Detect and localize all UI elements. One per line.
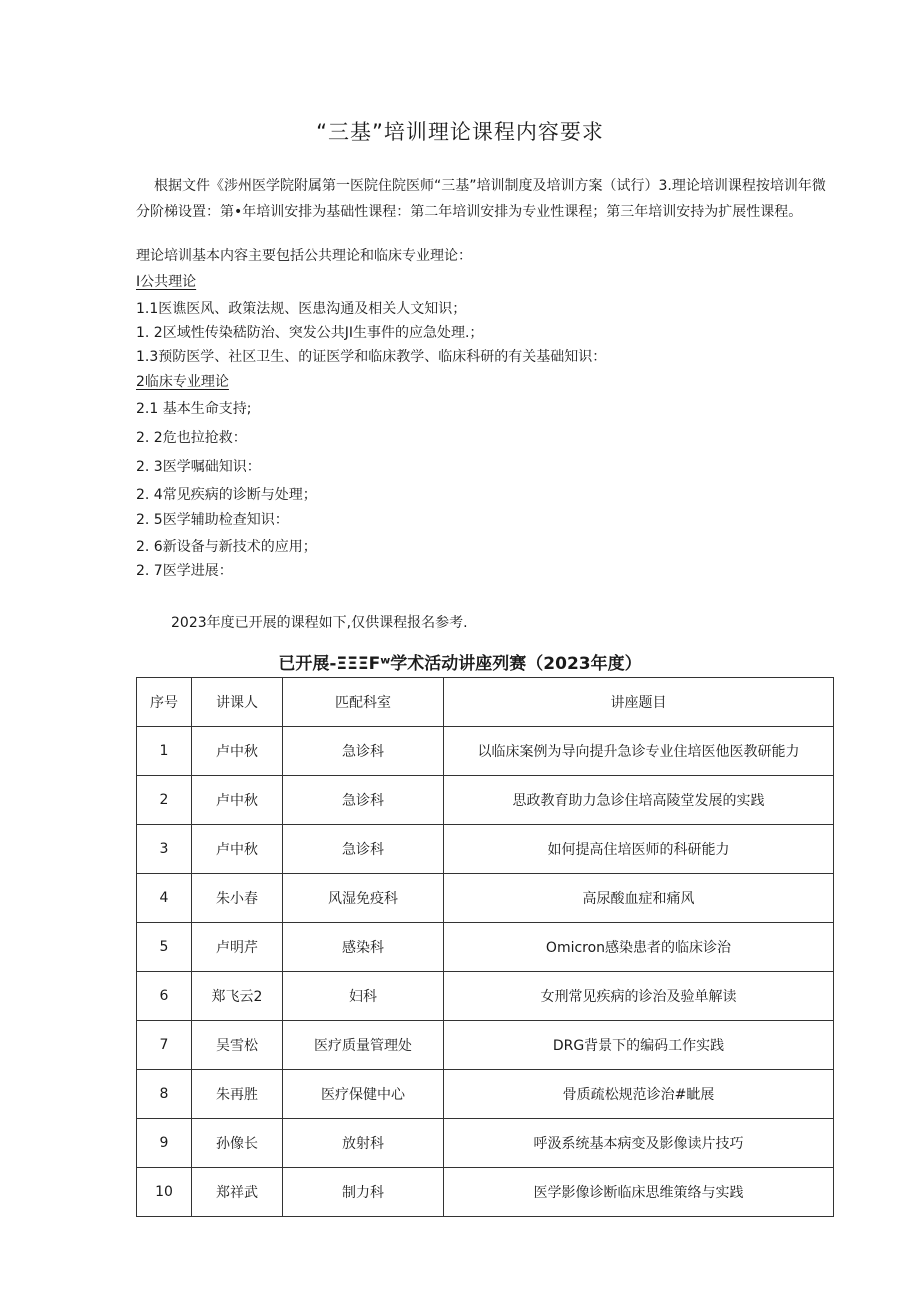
row-lecturer: 吴雪松 — [192, 1021, 283, 1070]
section-heading-public-theory: I公共理论 — [136, 274, 197, 290]
table-title: 已开展-ΞΞΞFʷ学术活动讲座列赛（2023年度） — [278, 654, 642, 674]
row-department: 感染科 — [283, 923, 444, 972]
row-index: 6 — [137, 972, 192, 1021]
clinical-theory-item: 2. 4常见疾病的诊断与处理； — [136, 487, 317, 503]
row-index: 2 — [137, 776, 192, 825]
table-row — [137, 727, 834, 776]
table-row — [137, 1070, 834, 1119]
section-heading-clinical-theory: 2临床专业理论 — [136, 374, 229, 390]
row-lecturer: 朱再胜 — [192, 1070, 283, 1119]
row-lecturer: 卢中秋 — [192, 825, 283, 874]
table-row — [137, 825, 834, 874]
row-topic: 思政教育助力急诊住培高陵堂发展的实践 — [444, 776, 834, 825]
intro-paragraph: 根据文件《涉州医学院附属第一医院住院医师“三基”培训制度及培训方案（试行）3.理论培训课程按培训年微分阶梯设置：第•年培训安排为基础性课程：第二年培训安排为专业性课程；第三年培训安持为扩展性课程。 — [136, 178, 826, 220]
table-row — [137, 972, 834, 1021]
table-row — [137, 1168, 834, 1217]
clinical-theory-item: 2. 7医学进展： — [136, 563, 233, 579]
public-theory-item: 1.3预防医学、社区卫生、的证医学和临床教学、临床科研的有关基础知识： — [136, 349, 607, 365]
row-topic: Omicron感染患者的临床诊治 — [444, 923, 834, 972]
row-department: 医疗保健中心 — [283, 1070, 444, 1119]
row-topic: 女刑常见疾病的诊治及验单解读 — [444, 972, 834, 1021]
row-topic: 骨质疏松规范诊治#眦展 — [444, 1070, 834, 1119]
header-department: 匹配科室 — [283, 678, 444, 727]
row-lecturer: 朱小春 — [192, 874, 283, 923]
row-lecturer: 卢中秋 — [192, 727, 283, 776]
row-topic: 如何提高住培医师的科研能力 — [444, 825, 834, 874]
row-index: 5 — [137, 923, 192, 972]
header-index: 序号 — [137, 678, 192, 727]
header-topic: 讲座题目 — [444, 678, 834, 727]
row-topic: 呼汲系统基本病变及影像读片技巧 — [444, 1119, 834, 1168]
row-department: 放射科 — [283, 1119, 444, 1168]
reference-note: 2023年度已开展的课程如下,仅供课程报名参考. — [171, 615, 468, 631]
row-index: 8 — [137, 1070, 192, 1119]
row-index: 7 — [137, 1021, 192, 1070]
row-topic: 以临床案例为导向提升急诊专业住培医他医教研能力 — [444, 727, 834, 776]
row-topic: DRG背景下的编码工作实践 — [444, 1021, 834, 1070]
clinical-theory-item: 2. 6新设备与新技术的应用； — [136, 539, 317, 555]
header-lecturer: 讲课人 — [192, 678, 283, 727]
row-lecturer: 郑祥武 — [192, 1168, 283, 1217]
lecture-table — [136, 677, 834, 1217]
row-lecturer: 卢中秋 — [192, 776, 283, 825]
table-row — [137, 1021, 834, 1070]
row-lecturer: 郑飞云2 — [192, 972, 283, 1021]
row-index: 10 — [137, 1168, 192, 1217]
public-theory-item: 1. 2区域性传染嵇防治、突发公共JI生事件的应急处理.； — [136, 325, 484, 341]
table-row — [137, 874, 834, 923]
clinical-theory-item: 2.1 基本生命支持; — [136, 401, 252, 417]
row-department: 急诊科 — [283, 776, 444, 825]
table-row — [137, 1119, 834, 1168]
row-department: 医疗质量管理处 — [283, 1021, 444, 1070]
row-topic: 高尿酸血症和痛风 — [444, 874, 834, 923]
row-index: 9 — [137, 1119, 192, 1168]
row-department: 急诊科 — [283, 727, 444, 776]
row-topic: 医学影像诊断临床思维策络与实践 — [444, 1168, 834, 1217]
row-department: 制力科 — [283, 1168, 444, 1217]
table-row — [137, 923, 834, 972]
row-index: 3 — [137, 825, 192, 874]
content-intro: 理论培训基本内容主要包括公共理论和临床专业理论： — [136, 248, 472, 264]
clinical-theory-item: 2. 2危也拉抢救： — [136, 430, 247, 446]
table-header-row — [137, 678, 834, 727]
row-department: 妇科 — [283, 972, 444, 1021]
clinical-theory-item: 2. 3医学嘱础知识： — [136, 459, 261, 475]
public-theory-item: 1.1医谯医风、政策法规、医患沟通及相关人文知识； — [136, 301, 467, 317]
table-row — [137, 776, 834, 825]
row-lecturer: 卢明芹 — [192, 923, 283, 972]
document-title: “三基”培训理论课程内容要求 — [316, 120, 604, 144]
row-lecturer: 孙像长 — [192, 1119, 283, 1168]
row-department: 急诊科 — [283, 825, 444, 874]
row-department: 风湿免疫科 — [283, 874, 444, 923]
row-index: 4 — [137, 874, 192, 923]
row-index: 1 — [137, 727, 192, 776]
clinical-theory-item: 2. 5医学辅助检查知识： — [136, 512, 289, 528]
